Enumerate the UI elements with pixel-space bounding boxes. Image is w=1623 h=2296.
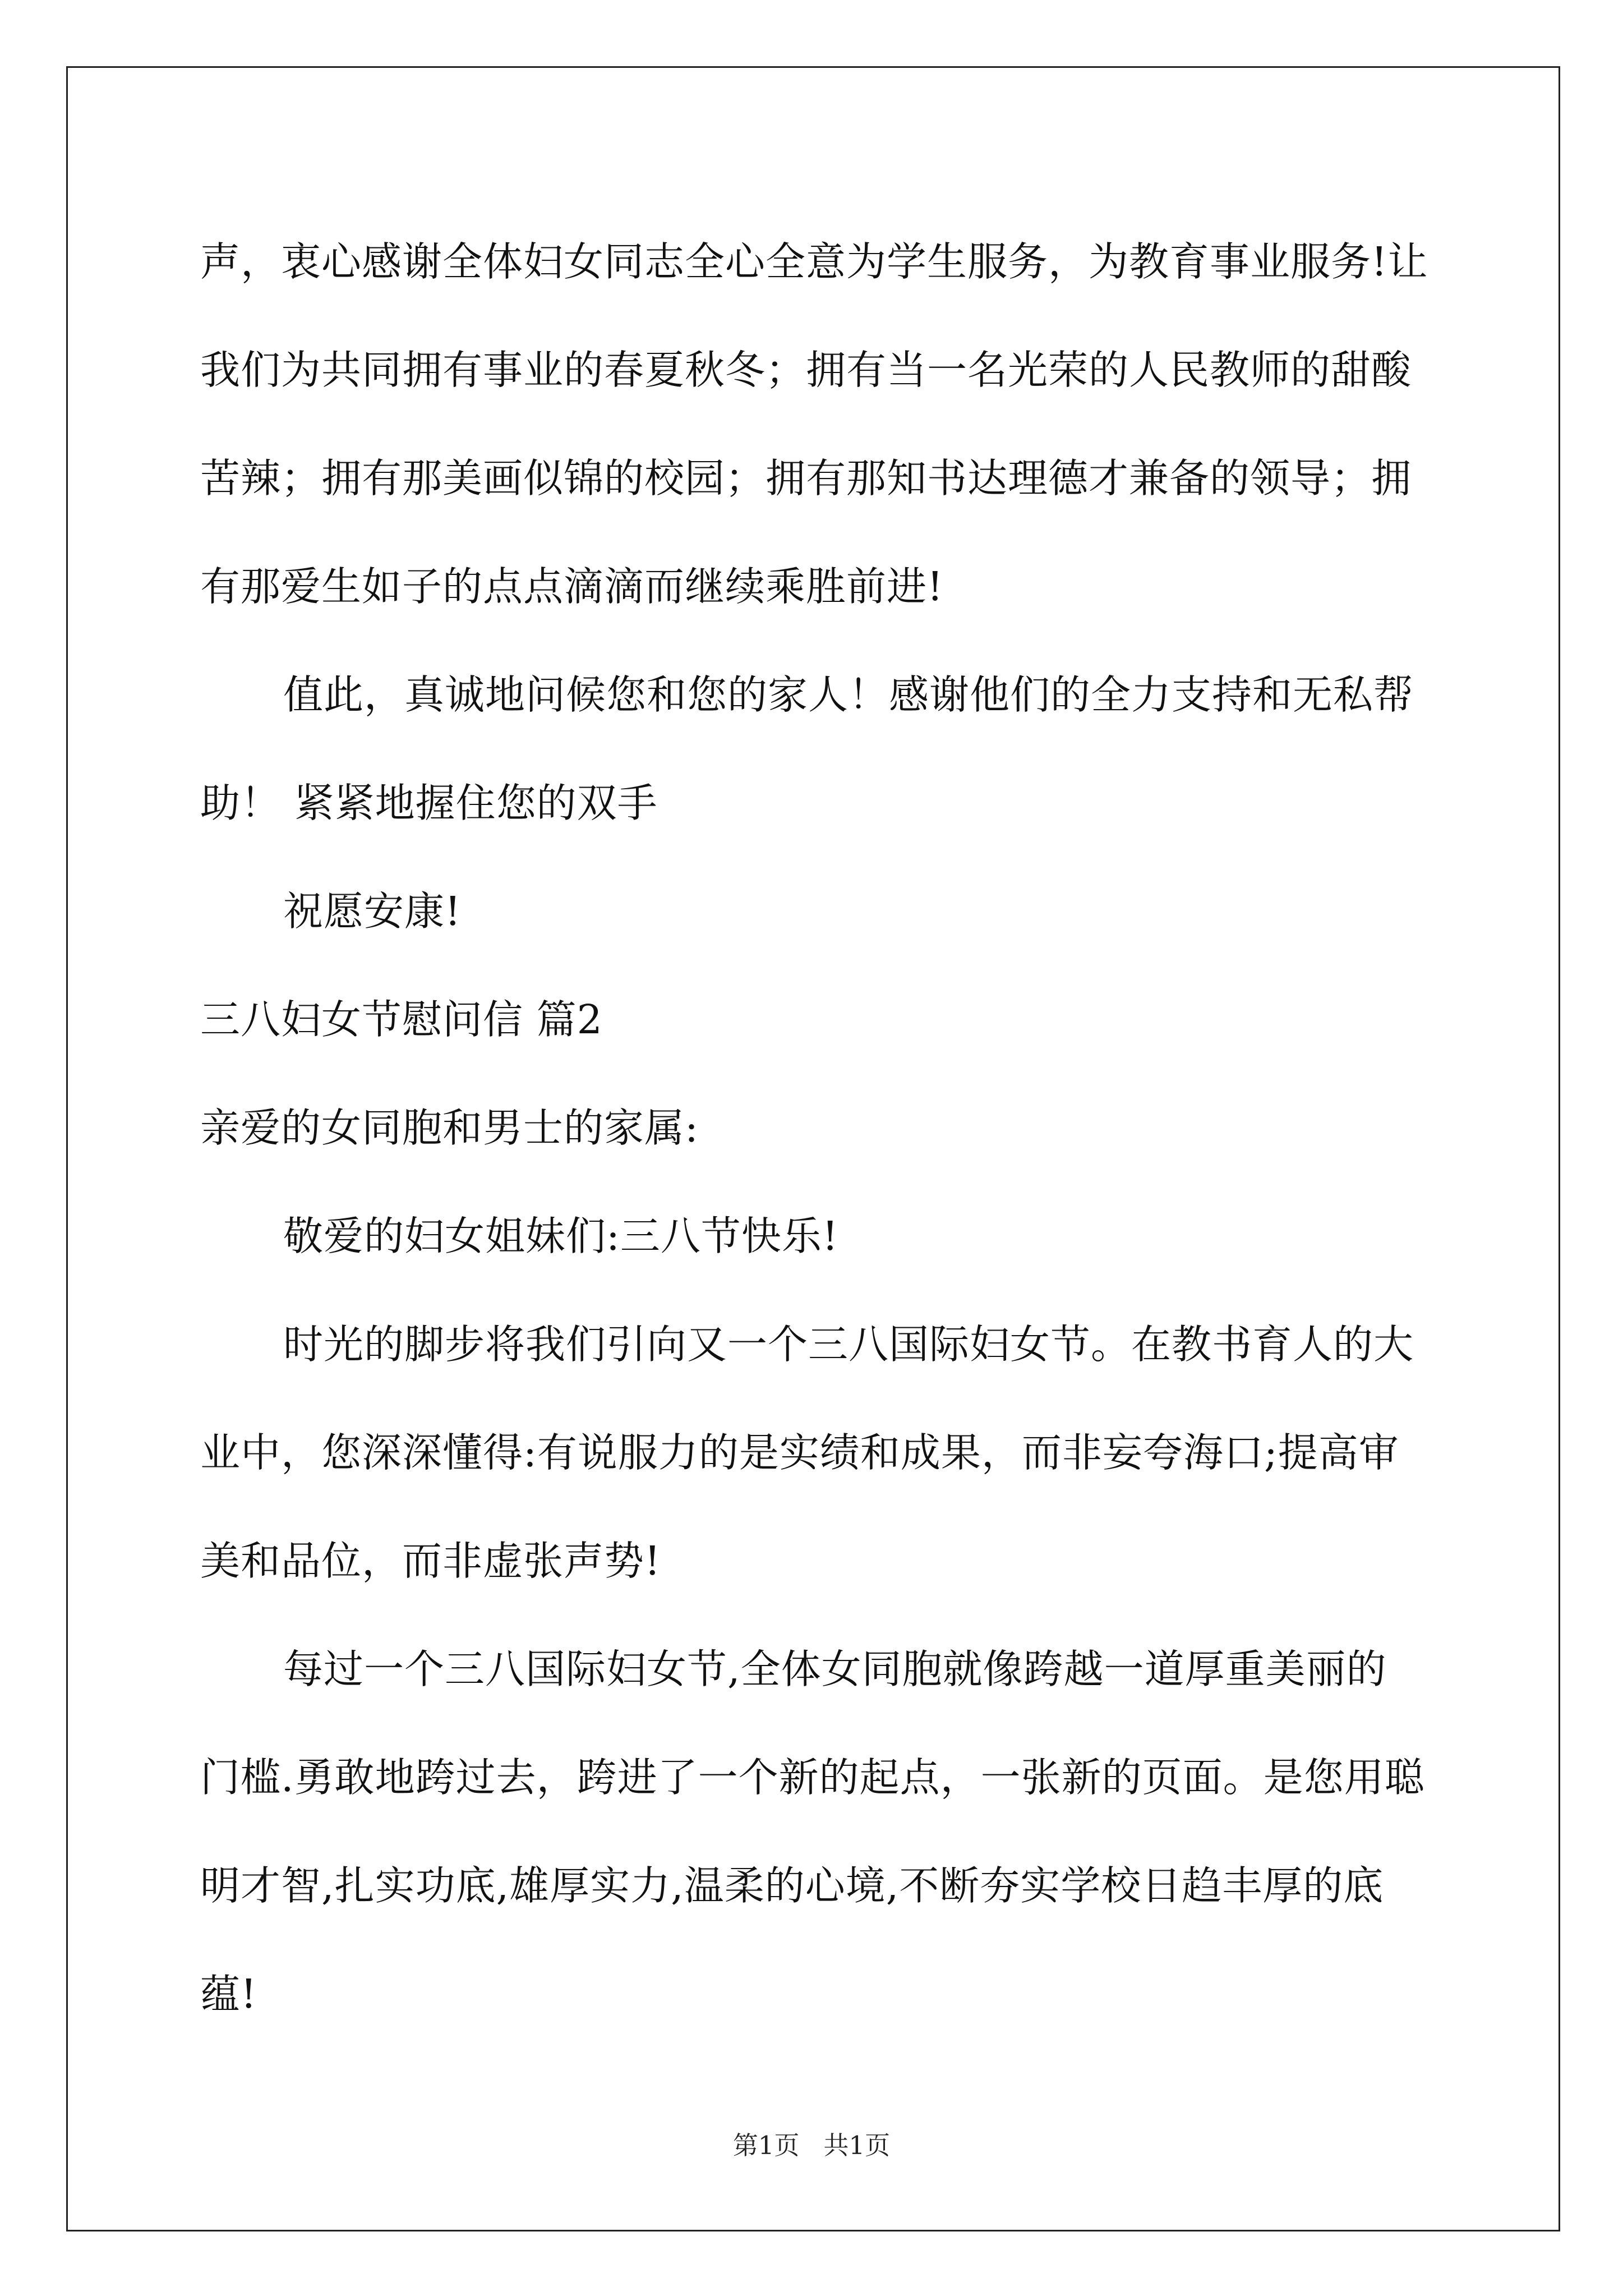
text-line: 每过一个三八国际妇女节,全体女同胞就像跨越一道厚重美丽的 [283, 1646, 1387, 1692]
text-line: 蕴! [200, 1971, 257, 2017]
salutation: 亲爱的女同胞和男士的家属: [200, 1105, 699, 1151]
text-line: 苦辣；拥有那美画似锦的校园；拥有那知书达理德才兼备的领导；拥 [200, 455, 1412, 501]
document-body [200, 208, 1428, 2048]
text-line: 值此，真诚地问候您和您的家人！感谢他们的全力支持和无私帮 [283, 671, 1414, 718]
text-line: 声，衷心感谢全体妇女同志全心全意为学生服务，为教育事业服务!让 [200, 238, 1428, 285]
greeting-line: 敬爱的妇女姐妹们:三八节快乐! [283, 1213, 839, 1259]
text-line: 明才智,扎实功底,雄厚实力,温柔的心境,不断夯实学校日趋丰厚的底 [200, 1862, 1384, 1909]
text-line: 时光的脚步将我们引向又一个三八国际妇女节。在教书育人的大 [283, 1321, 1414, 1368]
text-line: 门槛.勇敢地跨过去，跨进了一个新的起点，一张新的页面。是您用聪 [200, 1754, 1425, 1801]
text-line: 有那爱生如子的点点滴滴而继续乘胜前进! [200, 563, 944, 610]
text-line: 助！ 紧紧地握住您的双手 [200, 780, 658, 826]
text-line: 美和品位，而非虚张声势! [200, 1538, 661, 1584]
text-line: 我们为共同拥有事业的春夏秋冬；拥有当一名光荣的人民教师的甜酸 [200, 347, 1412, 393]
text-line: 业中，您深深懂得:有说服力的是实绩和成果，而非妄夸海口;提高审 [200, 1429, 1399, 1476]
page-footer: 第1页 共1页 [732, 2131, 891, 2160]
section-heading: 三八妇女节慰问信 篇2 [200, 996, 603, 1043]
closing-line: 祝愿安康! [283, 888, 462, 935]
